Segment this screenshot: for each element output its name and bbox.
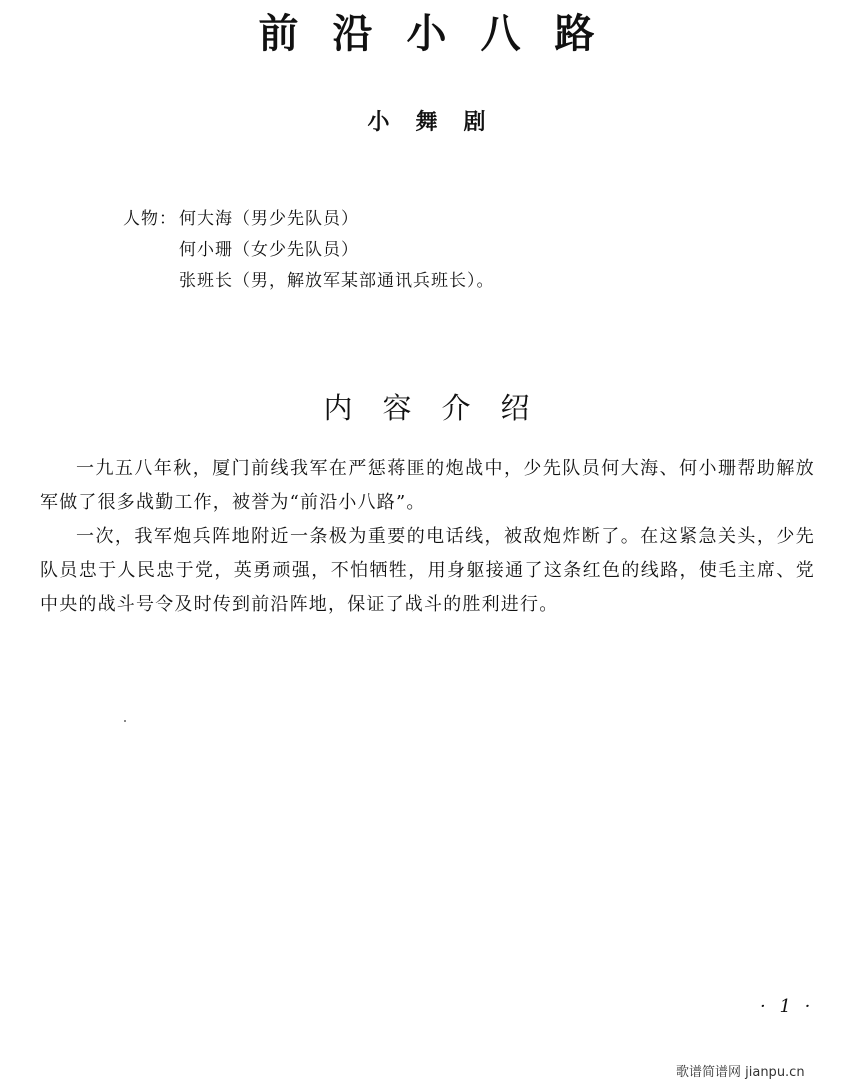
section-heading: 内容介绍 <box>323 391 560 425</box>
character-item: 何小珊（女少先队员） <box>179 240 359 260</box>
character-list <box>123 204 683 297</box>
synopsis-paragraph: 一九五八年秋，厦门前线我军在严惩蒋匪的炮战中，少先队员何大海、何小珊帮助解放军做了很多战勤工作，被誉为“前沿小八路”。 <box>40 458 815 513</box>
page-subtitle: 小舞剧 <box>367 110 512 135</box>
character-row <box>123 266 683 297</box>
character-item: 何大海（男少先队员） <box>179 209 359 229</box>
character-row <box>123 235 683 266</box>
site-watermark: 歌谱简谱网 jianpu.cn <box>676 1065 805 1080</box>
scan-speck <box>124 720 126 722</box>
synopsis-paragraph: 一次，我军炮兵阵地附近一条极为重要的电话线，被敌炮炸断了。在这紧急关头，少先队员忠于人民忠于党，英勇顽强，不怕牺牲，用身躯接通了这条红色的线路，使毛主席、党中央的战斗号令及时传到前沿阵地，保证了战斗的胜利进行。 <box>40 526 815 615</box>
page-number: · 1 · <box>760 996 815 1017</box>
synopsis-body <box>40 452 815 622</box>
character-row <box>123 204 683 235</box>
characters-label: 人物： <box>123 209 177 229</box>
character-item: 张班长（男，解放军某部通讯兵班长）。 <box>179 271 495 291</box>
page-title: 前沿小八路 <box>258 11 629 57</box>
